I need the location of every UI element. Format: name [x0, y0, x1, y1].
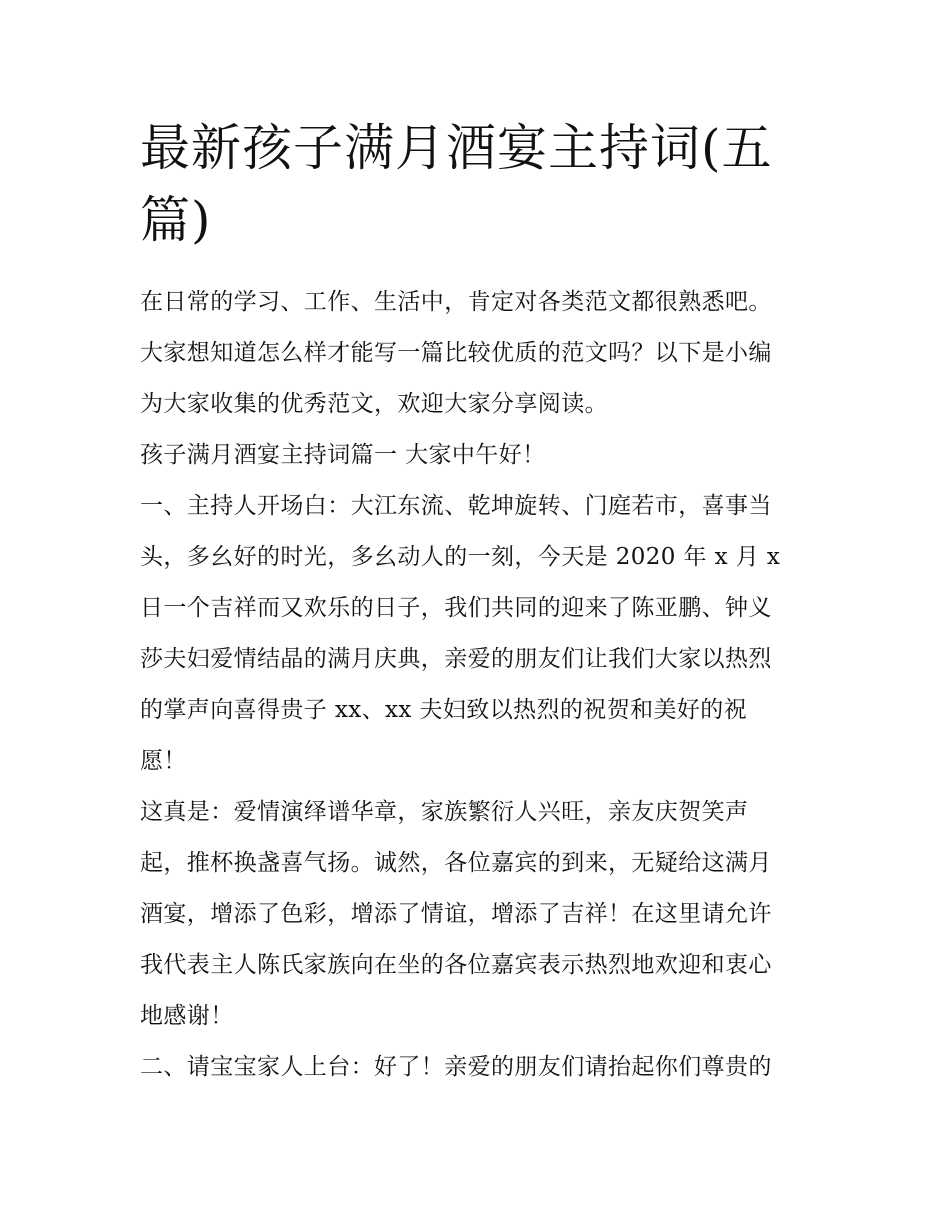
paragraph-line: 地感谢！	[140, 1003, 234, 1029]
paragraph-line: 这真是：爱情演绎谱华章，家族繁衍人兴旺，亲友庆贺笑声	[140, 799, 749, 825]
paragraph-line: 莎夫妇爱情结晶的满月庆典，亲爱的朋友们让我们大家以热烈	[140, 646, 772, 672]
paragraph-line: 我代表主人陈氏家族向在坐的各位嘉宾表示热烈地欢迎和衷心	[140, 952, 772, 978]
document-body	[140, 277, 830, 1093]
paragraph-line: 起，推杯换盏喜气扬。诚然，各位嘉宾的到来，无疑给这满月	[140, 850, 772, 876]
paragraph-line: 的掌声向喜得贵子 xx、xx 夫妇致以热烈的祝贺和美好的祝	[140, 697, 748, 723]
paragraph-line: 头，多幺好的时光，多幺动人的一刻，今天是 2020 年 x 月 x	[140, 544, 781, 570]
intro-line: 为大家收集的优秀范文，欢迎大家分享阅读。	[140, 391, 608, 417]
paragraph-line: 一、主持人开场白：大江东流、乾坤旋转、门庭若市，喜事当	[140, 493, 772, 519]
paragraph-line: 二、请宝宝家人上台：好了！亲爱的朋友们请抬起你们尊贵的	[140, 1054, 772, 1080]
title-line: 最新孩子满月酒宴主持词(五	[140, 119, 773, 177]
paragraph-line: 愿！	[140, 748, 187, 774]
paragraph-line: 酒宴，增添了色彩，增添了情谊，增添了吉祥！在这里请允许	[140, 901, 772, 927]
intro-line: 大家想知道怎么样才能写一篇比较优质的范文吗？以下是小编	[140, 340, 772, 366]
intro-line: 在日常的学习、工作、生活中，肯定对各类范文都很熟悉吧。	[140, 289, 772, 315]
section-heading-line: 孩子满月酒宴主持词篇一 大家中午好！	[140, 442, 546, 468]
document-title	[140, 112, 820, 256]
title-line: 篇)	[140, 191, 212, 249]
paragraph-line: 日一个吉祥而又欢乐的日子，我们共同的迎来了陈亚鹏、钟义	[140, 595, 772, 621]
